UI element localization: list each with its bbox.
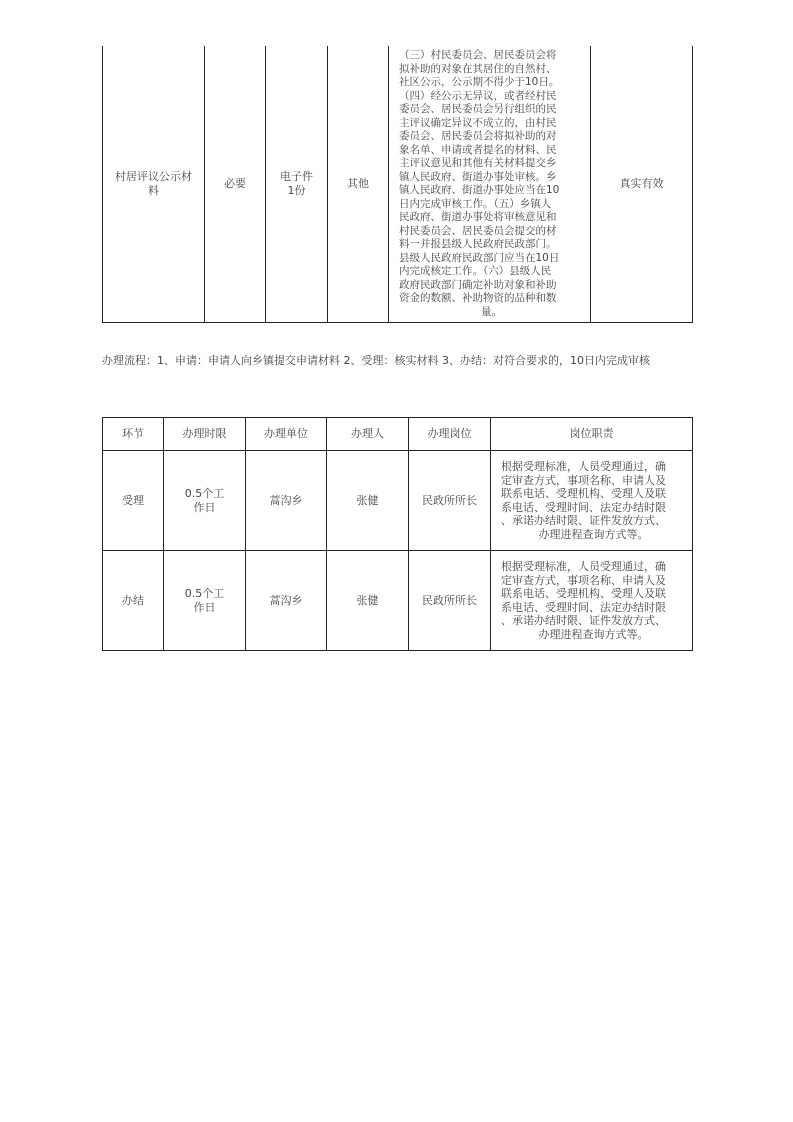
material-detail-cell	[389, 46, 591, 323]
detail-line: 委员会、居民委员会另行组织的民	[399, 103, 557, 115]
duty-line: 根据受理标准，人员受理通过，确	[501, 560, 666, 573]
header-post: 办理岗位	[409, 418, 491, 451]
detail-line: （四）经公示无异议，或者经村民	[399, 89, 557, 102]
duty-line: 办理进程查询方式等。	[538, 627, 649, 641]
duty-line: 根据受理标准，人员受理通过，确	[501, 460, 666, 473]
duty-line: 定审查方式，事项名称、申请人及	[501, 473, 666, 487]
table-row	[103, 451, 693, 551]
duty-line: 、承诺办结时限、证件发放方式、	[501, 514, 666, 527]
requirement-cell: 必要	[205, 46, 266, 323]
unit-cell: 蒿沟乡	[246, 551, 327, 651]
duty-line: 系电话、受理时间、法定办结时限	[501, 600, 666, 614]
time-limit-cell: 0.5个工作日	[164, 451, 246, 551]
detail-line: 政府民政部门确定补助对象和补助	[399, 278, 557, 291]
duty-line: 定审查方式，事项名称、申请人及	[501, 573, 666, 587]
handler-cell: 张健	[327, 551, 409, 651]
stage-cell: 受理	[103, 451, 164, 551]
duty-cell	[491, 551, 693, 651]
detail-line: 社区公示，公示期不得少于10日。	[399, 76, 560, 88]
detail-line: 拟补助的对象在其居住的自然村、	[399, 62, 557, 75]
process-table	[102, 417, 693, 651]
header-unit: 办理单位	[246, 418, 327, 451]
detail-line: 主评议确定异议不成立的，由村民	[399, 116, 557, 129]
handler-cell: 张健	[327, 451, 409, 551]
duty-line: 联系电话、受理机构、受理人及联	[501, 487, 666, 500]
header-duty: 岗位职责	[491, 418, 693, 451]
detail-line: 主评议意见和其他有关材料提交乡	[399, 157, 557, 169]
stage-cell: 办结	[103, 551, 164, 651]
process-description: 办理流程：1、申请：申请人向乡镇提交申请材料 2、受理：核实材料 3、办结：对符合要求的，10日内完成审核	[102, 354, 650, 367]
table-row	[103, 46, 693, 323]
duty-line: 、承诺办结时限、证件发放方式、	[501, 614, 666, 627]
material-name-cell: 村居评议公示材料	[103, 46, 205, 323]
time-limit-cell: 0.5个工作日	[164, 551, 246, 651]
detail-line: 日内完成审核工作。（五）乡镇人	[399, 197, 552, 210]
detail-line: 委员会、居民委员会将拟补助的对	[399, 130, 557, 142]
header-time-limit: 办理时限	[164, 418, 246, 451]
detail-line: 镇人民政府、街道办事处应当在10	[399, 184, 560, 196]
copies-cell: 电子件1份	[266, 46, 328, 323]
detail-line: 资金的数额、补助物资的品种和数	[399, 292, 557, 304]
post-cell: 民政所所长	[409, 551, 491, 651]
detail-line: 内完成核定工作。（六）县级人民	[399, 265, 552, 277]
table-row	[103, 551, 693, 651]
unit-cell: 蒿沟乡	[246, 451, 327, 551]
duty-line: 系电话、受理时间、法定办结时限	[501, 500, 666, 514]
detail-line: 料一并报县级人民政府民政部门。	[399, 238, 557, 250]
duty-line: 办理进程查询方式等。	[538, 527, 649, 541]
note-cell: 真实有效	[591, 46, 693, 323]
detail-line: （三）村民委员会、居民委员会将	[399, 49, 557, 61]
detail-line: 象名单、申请或者提名的材料、民	[399, 143, 557, 156]
materials-table	[102, 46, 693, 323]
detail-line: 民政府、街道办事处将审核意见和	[399, 211, 557, 223]
duty-line: 联系电话、受理机构、受理人及联	[501, 587, 666, 600]
detail-line: 量。	[481, 305, 502, 318]
table-header-row	[103, 418, 693, 451]
header-stage: 环节	[103, 418, 164, 451]
detail-line: 县级人民政府民政部门应当在10日	[399, 251, 560, 264]
source-cell: 其他	[328, 46, 389, 323]
post-cell: 民政所所长	[409, 451, 491, 551]
detail-line: 镇人民政府、街道办事处审核。乡	[399, 170, 557, 183]
header-handler: 办理人	[327, 418, 409, 451]
duty-cell	[491, 451, 693, 551]
detail-line: 村民委员会、居民委员会提交的材	[399, 224, 557, 237]
